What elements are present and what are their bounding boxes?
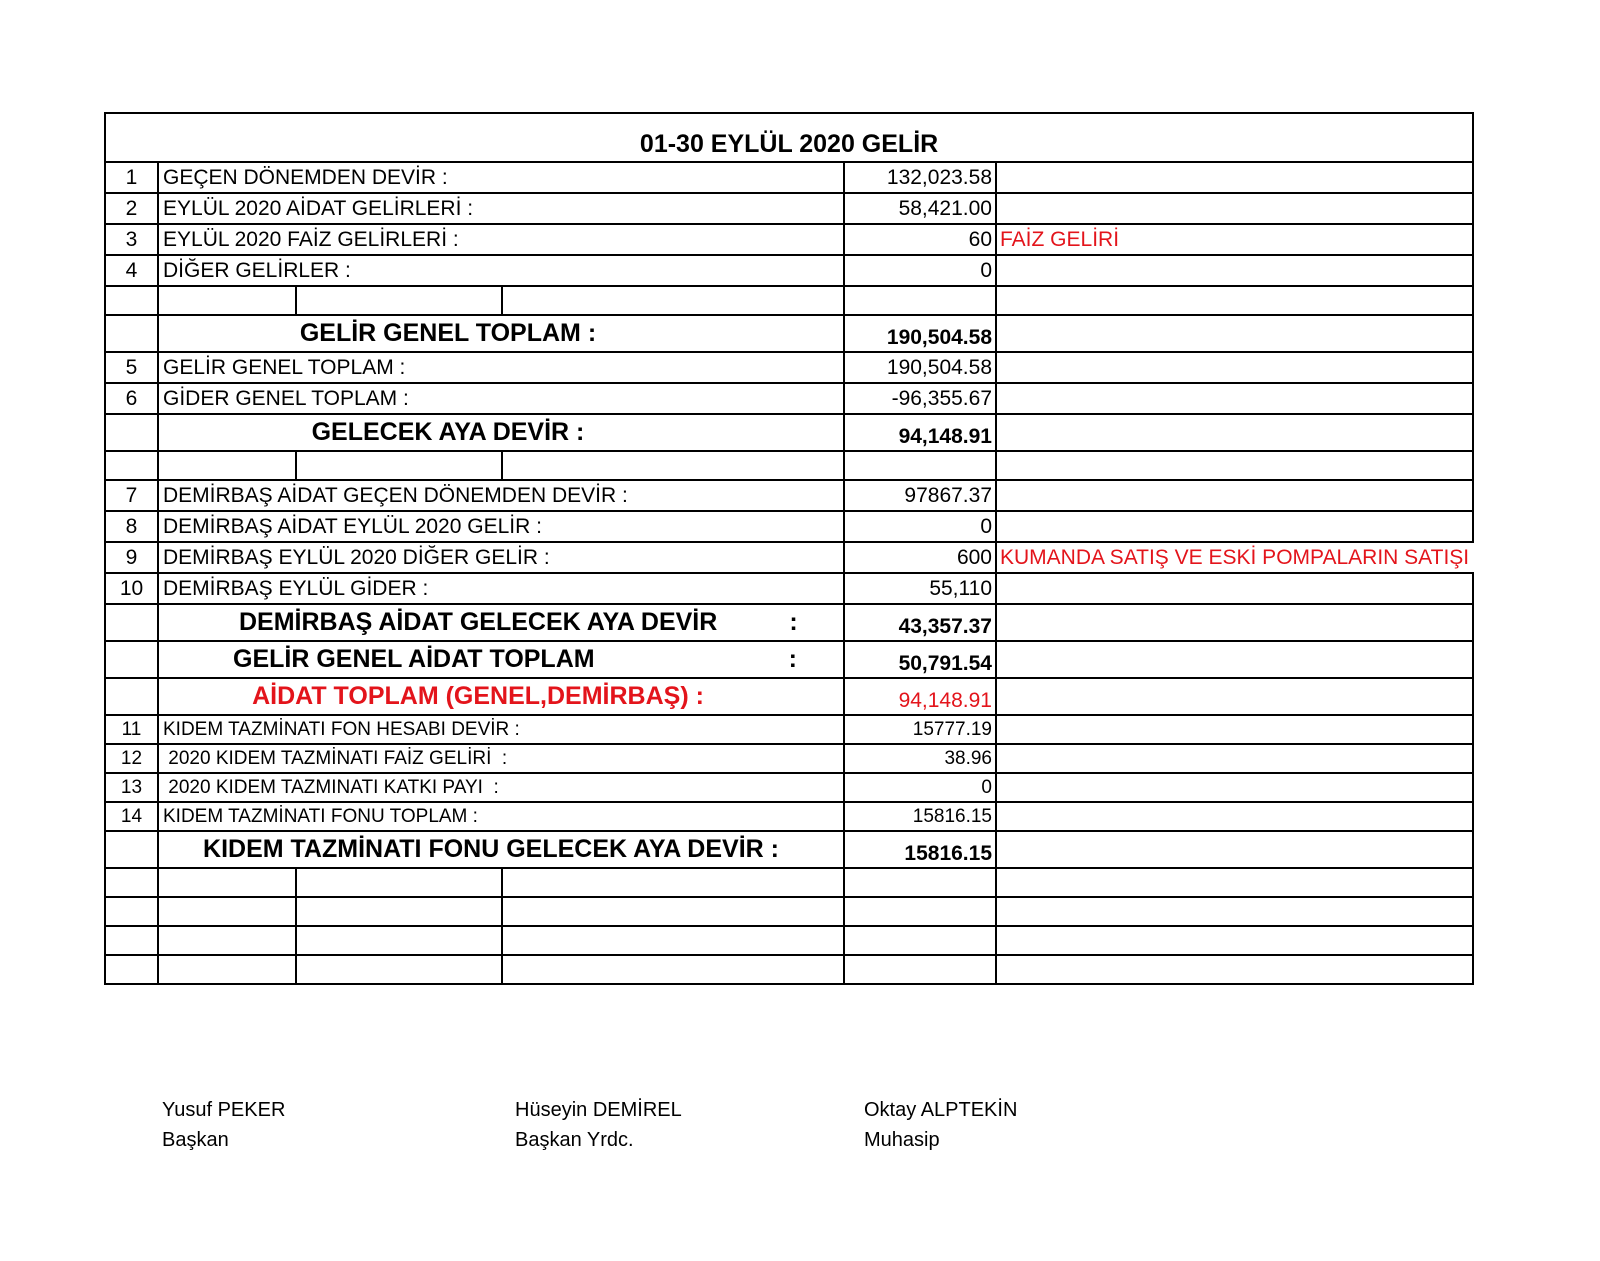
signatory-name: Oktay ALPTEKİN: [864, 1099, 1018, 1121]
severance-carry-forward-amount: 15816.15: [844, 831, 996, 868]
row-note: [996, 511, 1473, 542]
row-number: 13: [105, 773, 158, 802]
row-label: GELİR GENEL TOPLAM :: [158, 352, 844, 383]
row-note: [996, 802, 1473, 831]
row-amount: 600: [844, 542, 996, 573]
title-row: [105, 113, 1473, 162]
carry-forward-amount: 94,148.91: [844, 414, 996, 451]
row-number: 7: [105, 480, 158, 511]
row-note: [996, 193, 1473, 224]
row-number: [105, 604, 158, 641]
row-label: 2020 KIDEM TAZMINATI KATKI PAYI :: [158, 773, 844, 802]
row-note: [996, 414, 1473, 451]
row-amount: 132,023.58: [844, 162, 996, 193]
total-row: [105, 641, 1473, 678]
row-number: 8: [105, 511, 158, 542]
total-row: [105, 604, 1473, 641]
row-note: [996, 480, 1473, 511]
row-number: 1: [105, 162, 158, 193]
row-amount: 58,421.00: [844, 193, 996, 224]
row-number: 12: [105, 744, 158, 773]
signatory-name: Hüseyin DEMİREL: [515, 1099, 682, 1121]
row-amount: 15816.15: [844, 802, 996, 831]
empty-row: [105, 926, 1473, 955]
total-row: [105, 414, 1473, 451]
row-note: [996, 744, 1473, 773]
dues-total-label: AİDAT TOPLAM (GENEL,DEMİRBAŞ) :: [158, 678, 844, 715]
table-row: [105, 744, 1473, 773]
table-row: [105, 773, 1473, 802]
row-note: [996, 255, 1473, 286]
empty-row: [105, 451, 1473, 480]
row-amount: 190,504.58: [844, 352, 996, 383]
row-amount: 0: [844, 511, 996, 542]
signatory-role: Muhasip: [864, 1129, 940, 1151]
signatory-vice-president: [515, 1095, 682, 1155]
empty-row: [105, 286, 1473, 315]
row-number: 2: [105, 193, 158, 224]
row-number: 14: [105, 802, 158, 831]
table-row: [105, 715, 1473, 744]
row-note-interest: FAİZ GELİRİ: [996, 224, 1473, 255]
general-dues-total-label: [158, 641, 844, 678]
table-row: [105, 480, 1473, 511]
income-total-label: GELİR GENEL TOPLAM :: [158, 315, 844, 352]
row-note: [996, 573, 1473, 604]
row-label: EYLÜL 2020 FAİZ GELİRLERİ :: [158, 224, 844, 255]
row-number: 9: [105, 542, 158, 573]
row-number: [105, 315, 158, 352]
general-dues-total-text: GELİR GENEL AİDAT TOPLAM: [233, 645, 595, 673]
total-row: [105, 678, 1473, 715]
severance-carry-forward-label: KIDEM TAZMİNATI FONU GELECEK AYA DEVİR :: [158, 831, 844, 868]
empty-row: [105, 955, 1473, 984]
table-row: [105, 224, 1473, 255]
row-label: GİDER GENEL TOPLAM :: [158, 383, 844, 414]
row-label: DEMİRBAŞ EYLÜL 2020 DİĞER GELİR :: [158, 542, 844, 573]
row-number: 5: [105, 352, 158, 383]
table-row: [105, 511, 1473, 542]
table-row: [105, 162, 1473, 193]
table-row: [105, 193, 1473, 224]
general-dues-total-amount: 50,791.54: [844, 641, 996, 678]
row-note: [996, 162, 1473, 193]
table-row: [105, 352, 1473, 383]
table-row: [105, 383, 1473, 414]
row-note: [996, 715, 1473, 744]
row-amount: 60: [844, 224, 996, 255]
row-amount: -96,355.67: [844, 383, 996, 414]
row-label: DİĞER GELİRLER :: [158, 255, 844, 286]
general-dues-total-colon: :: [788, 645, 797, 673]
fixture-carry-forward-label: [158, 604, 844, 641]
row-label: DEMİRBAŞ EYLÜL GİDER :: [158, 573, 844, 604]
row-label: 2020 KIDEM TAZMİNATI FAİZ GELİRİ :: [158, 744, 844, 773]
row-amount: 97867.37: [844, 480, 996, 511]
table-row: [105, 573, 1473, 604]
signatory-accountant: [864, 1095, 1017, 1155]
row-note: [996, 641, 1473, 678]
total-row: [105, 831, 1473, 868]
row-number: 6: [105, 383, 158, 414]
row-amount: 38.96: [844, 744, 996, 773]
row-label: GEÇEN DÖNEMDEN DEVİR :: [158, 162, 844, 193]
row-label: EYLÜL 2020 AİDAT GELİRLERİ :: [158, 193, 844, 224]
fixture-carry-forward-colon: :: [789, 608, 798, 636]
row-amount: 0: [844, 773, 996, 802]
carry-forward-label: GELECEK AYA DEVİR :: [158, 414, 844, 451]
income-total-amount: 190,504.58: [844, 315, 996, 352]
row-number: 10: [105, 573, 158, 604]
row-number: 3: [105, 224, 158, 255]
row-amount: 0: [844, 255, 996, 286]
row-number: [105, 678, 158, 715]
row-number: [105, 831, 158, 868]
statement-title: 01-30 EYLÜL 2020 GELİR: [105, 113, 1473, 162]
row-amount: 55,110: [844, 573, 996, 604]
table-row: [105, 802, 1473, 831]
empty-row: [105, 897, 1473, 926]
row-note: [996, 315, 1473, 352]
empty-row: [105, 868, 1473, 897]
signatory-president: [162, 1095, 285, 1155]
signatory-role: Başkan: [162, 1129, 229, 1151]
row-note: [996, 604, 1473, 641]
signatory-role: Başkan Yrdc.: [515, 1129, 634, 1151]
row-label: DEMİRBAŞ AİDAT GEÇEN DÖNEMDEN DEVİR :: [158, 480, 844, 511]
row-number: [105, 414, 158, 451]
fixture-carry-forward-amount: 43,357.37: [844, 604, 996, 641]
row-note: [996, 678, 1473, 715]
row-label: KIDEM TAZMİNATI FON HESABI DEVİR :: [158, 715, 844, 744]
row-label: DEMİRBAŞ AİDAT EYLÜL 2020 GELİR :: [158, 511, 844, 542]
income-statement-table: [104, 112, 1474, 985]
row-note: [996, 352, 1473, 383]
row-number: 4: [105, 255, 158, 286]
row-note: [996, 773, 1473, 802]
total-row: [105, 315, 1473, 352]
fixture-carry-forward-text: DEMİRBAŞ AİDAT GELECEK AYA DEVİR: [239, 608, 718, 636]
row-note-sales: KUMANDA SATIŞ VE ESKİ POMPALARIN SATIŞI: [1000, 546, 1470, 569]
row-note: [996, 383, 1473, 414]
row-note: [996, 831, 1473, 868]
table-row: [105, 542, 1473, 573]
table-row: [105, 255, 1473, 286]
row-label: KIDEM TAZMİNATI FONU TOPLAM :: [158, 802, 844, 831]
dues-total-amount: 94,148.91: [844, 678, 996, 715]
row-number: [105, 641, 158, 678]
row-number: 11: [105, 715, 158, 744]
signatory-name: Yusuf PEKER: [162, 1099, 286, 1121]
row-amount: 15777.19: [844, 715, 996, 744]
